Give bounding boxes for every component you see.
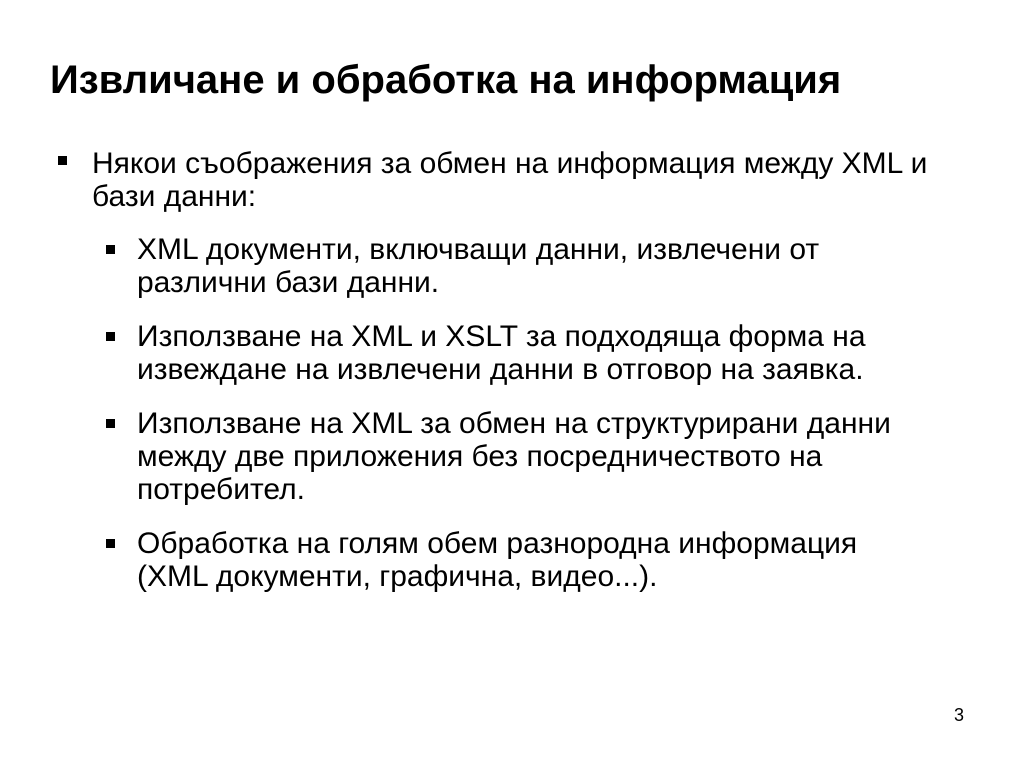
bullet-list — [0, 147, 1024, 614]
page-number: 3 — [953, 705, 964, 725]
square-bullet-icon — [106, 539, 115, 548]
sub-bullet-text: Използване на XML и XSLT за подходяща форма на извеждане на извлечени данни в отговор на заявка. — [137, 320, 866, 386]
sub-bullet-item — [0, 527, 964, 593]
sub-bullet-item — [0, 320, 964, 386]
bullet-text: Някои съображения за обмен на информация между XML и бази данни: — [92, 147, 928, 213]
sub-bullet-text: Обработка на голям обем разнородна информация (XML документи, графична, видео...). — [137, 527, 858, 593]
square-bullet-icon — [106, 332, 115, 341]
sub-bullet-text: Използване на XML за обмен на структурирани данни между две приложения без посредничеството на потребител. — [137, 407, 891, 506]
square-bullet-icon — [58, 156, 67, 165]
slide-title: Извличане и обработка на информация — [50, 58, 842, 102]
sub-bullet-list — [92, 233, 964, 593]
square-bullet-icon — [106, 419, 115, 428]
sub-bullet-item — [0, 407, 964, 506]
square-bullet-icon — [106, 245, 115, 254]
sub-bullet-text: XML документи, включващи данни, извлечени от различни бази данни. — [137, 233, 820, 299]
sub-bullet-item — [0, 233, 964, 299]
bullet-item — [0, 147, 1024, 593]
